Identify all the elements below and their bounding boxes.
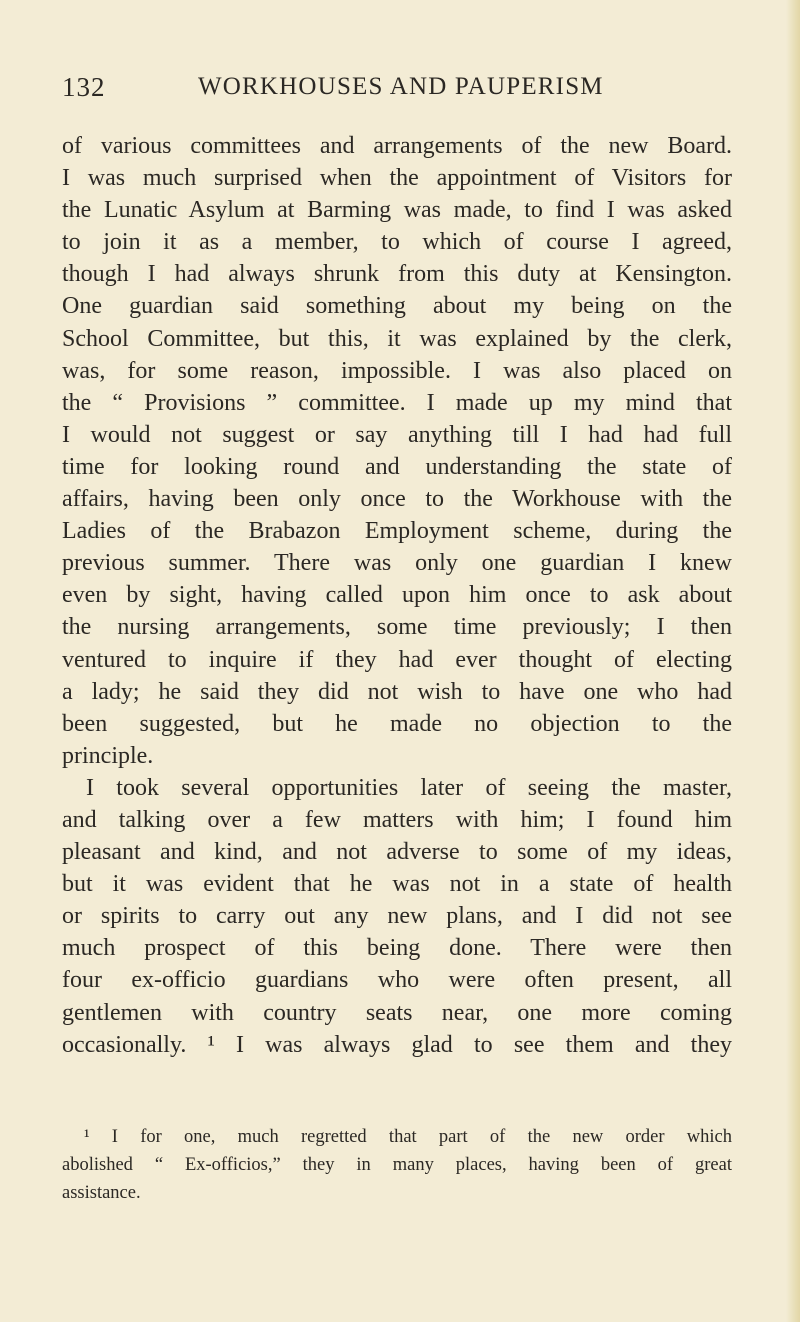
text-line: and talking over a few matters with him; I found him (62, 806, 732, 833)
text-line: or spirits to carry out any new plans, and I did not see (62, 903, 732, 930)
text-line: though I had always shrunk from this duty at Kensington. (62, 261, 732, 288)
text-line: pleasant and kind, and not adverse to some of my ideas, (62, 839, 732, 866)
footnote-line: ¹ I for one, much regretted that part of the new order which (84, 1127, 732, 1147)
text-line: the Lunatic Asylum at Barming was made, to find I was asked (62, 197, 732, 224)
text-line: ventured to inquire if they had ever thought of electing (62, 646, 732, 673)
paragraph-start-line: I took several opportunities later of seeing the master, (86, 774, 732, 801)
page-edge-shadow (786, 0, 800, 1322)
text-line: of various committees and arrangements of the new Board. (62, 133, 732, 159)
text-line: four ex-officio guardians who were often present, all (62, 967, 732, 994)
text-line: been suggested, but he made no objection to the (62, 710, 732, 737)
text-line: the nursing arrangements, some time previously; I then (62, 614, 732, 641)
text-line: gentlemen with country seats near, one more coming (62, 999, 732, 1026)
text-line: One guardian said something about my being on the (62, 293, 732, 320)
paragraph-end-line: principle. (62, 742, 154, 769)
text-line: I would not suggest or say anything till I had had full (62, 421, 732, 448)
text-line: occasionally. ¹ I was always glad to see them and they (62, 1031, 732, 1058)
body-text (62, 130, 732, 1061)
text-line: I was much surprised when the appointment of Visitors for (62, 165, 732, 192)
footnote-line: abolished “ Ex-officios,” they in many places, having been of great (62, 1155, 732, 1175)
text-line: the “ Provisions ” committee. I made up my mind that (62, 389, 732, 416)
page-header (62, 72, 722, 112)
text-line: Ladies of the Brabazon Employment scheme, during the (62, 518, 732, 545)
text-line: even by sight, having called upon him once to ask about (62, 582, 732, 609)
text-line: time for looking round and understanding the state of (62, 453, 732, 480)
text-line: a lady; he said they did not wish to have one who had (62, 678, 732, 705)
text-line: but it was evident that he was not in a state of health (62, 871, 732, 898)
footnote-line: assistance. (62, 1183, 141, 1203)
footnote (62, 1123, 732, 1207)
text-line: previous summer. There was only one guardian I knew (62, 550, 732, 577)
page-number: 132 (62, 72, 106, 102)
text-line: was, for some reason, impossible. I was also placed on (62, 357, 732, 384)
text-line: School Committee, but this, it was explained by the clerk, (62, 325, 732, 352)
text-line: to join it as a member, to which of course I agreed, (62, 229, 732, 256)
running-head: WORKHOUSES AND PAUPERISM (198, 73, 604, 100)
text-line: much prospect of this being done. There were then (62, 935, 732, 962)
text-line: affairs, having been only once to the Workhouse with the (62, 486, 732, 513)
